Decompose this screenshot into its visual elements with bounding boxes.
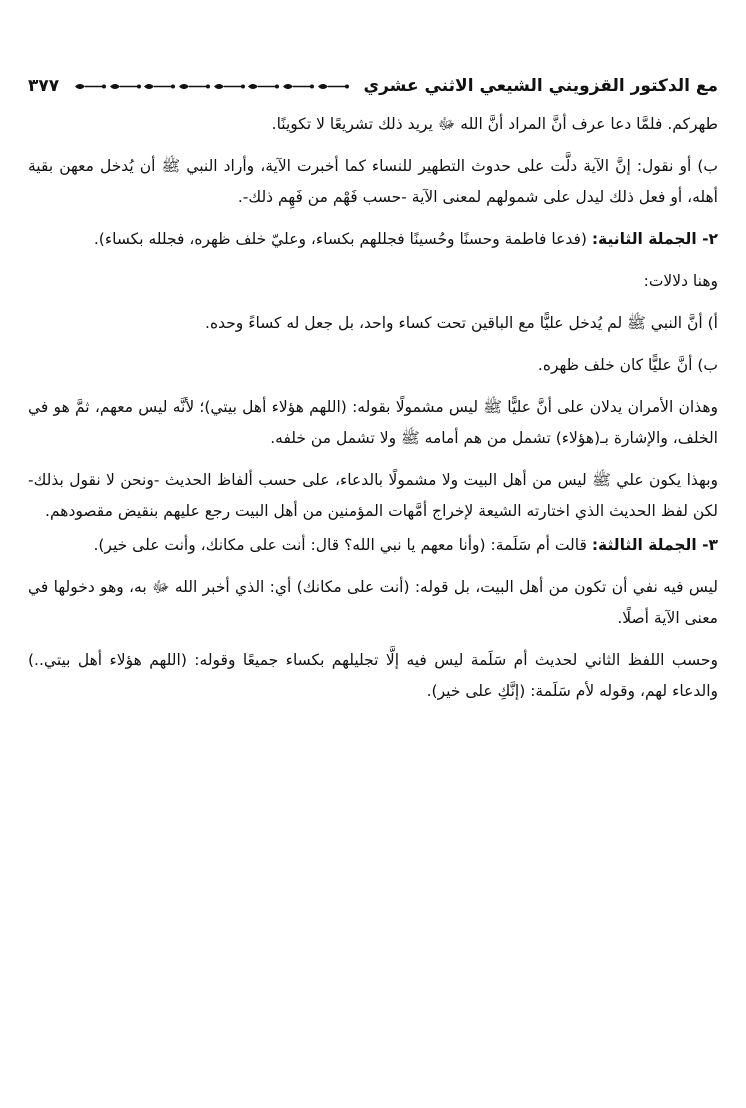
ornament-icon: [73, 81, 107, 92]
ornament-icon: [177, 81, 211, 92]
ornament-icon: [246, 81, 280, 92]
book-page: [28, 66, 718, 1086]
section-heading: ٣- الجملة الثالثة:: [591, 536, 718, 554]
body-text: [28, 109, 718, 707]
ornament-icon: [142, 81, 176, 92]
paragraph: [28, 109, 718, 140]
ornament-icon: [108, 81, 142, 92]
running-header: [28, 66, 718, 106]
paragraph: [28, 645, 718, 707]
paragraph: [28, 572, 718, 634]
paragraph: [28, 266, 718, 297]
paragraph: [28, 224, 718, 255]
paragraph: [28, 308, 718, 339]
paragraph-text: أ) أنَّ النبي ﷺ لم يُدخل عليًّا مع الباقين تحت كساء واحد، بل جعل له كساءً وحده.: [205, 314, 718, 332]
paragraph: [28, 392, 718, 454]
paragraph-text: وهذان الأمران يدلان على أنَّ عليًّا ﷺ ليس مشمولًا بقوله: (اللهم هؤلاء أهل بيتي)؛ لأنَّه ليس معهم، ثمَّ هو في الخلف، والإشارة بـ(هؤلاء) تشمل من هم أمامه ﷺ ولا تشمل من خلفه.: [28, 398, 718, 447]
header-title: مع الدكتور القزويني الشيعي الاثني عشري: [363, 76, 718, 96]
paragraph-text: ب) أو نقول: إنَّ الآية دلَّت على حدوث التطهير للنساء كما أخبرت الآية، وأراد النبي ﷺ أن يُدخل معهن بقية أهله، أو فعل ذلك ليدل على شمولهم لمعنى الآية -حسب فَهْم من فَهِم ذلك-.: [28, 157, 718, 206]
paragraph: [28, 151, 718, 213]
paragraph-text: ب) أنَّ عليًّا كان خلف ظهره.: [537, 356, 718, 374]
section-heading: ٢- الجملة الثانية:: [591, 230, 718, 248]
paragraph-text: قالت أم سَلَمة: (وأنا معهم يا نبي الله؟ قال: أنت على مكانك، وأنت على خير).: [93, 536, 592, 554]
page-number: ٣٧٧: [28, 76, 60, 96]
ornament-icon: [212, 81, 246, 92]
paragraph-text: وهنا دلالات:: [643, 272, 718, 290]
header-ornament: [69, 79, 353, 93]
ornament-icon: [281, 81, 315, 92]
paragraph-text: وحسب اللفظ الثاني لحديث أم سَلَمة ليس فيه إلَّا تجليلهم بكساء جميعًا وقوله: (اللهم هؤلاء أهل بيتي..) والدعاء لهم، وقوله لأم سَلَمة: (إنَّكِ على خير).: [28, 651, 718, 700]
paragraph: [28, 530, 718, 561]
paragraph: [28, 465, 718, 527]
paragraph-text: طهركم. فلمَّا دعا عرف أنَّ المراد أنَّ الله ﷻ يريد ذلك تشريعًا لا تكوينًا.: [271, 115, 718, 133]
paragraph-text: ليس فيه نفي أن تكون من أهل البيت، بل قوله: (أنت على مكانك) أي: الذي أخبر الله ﷻ به، وهو دخولها في معنى الآية أصلًا.: [28, 578, 718, 627]
ornament-icon: [316, 81, 350, 92]
paragraph: [28, 350, 718, 381]
paragraph-text: وبهذا يكون علي ﷺ ليس من أهل البيت ولا مشمولًا بالدعاء، على حسب ألفاظ الحديث -ونحن لا نقول بذلك- لكن لفظ الحديث الذي اختارته الشيعة لإخراج أمَّهات المؤمنين من أهل البيت رجع عليهم بنقيض مقصودهم.: [28, 471, 718, 520]
paragraph-text: (فدعا فاطمة وحسنًا وحُسينًا فجللهم بكساء، وعليّ خلف ظهره، فجلله بكساء).: [93, 230, 592, 248]
